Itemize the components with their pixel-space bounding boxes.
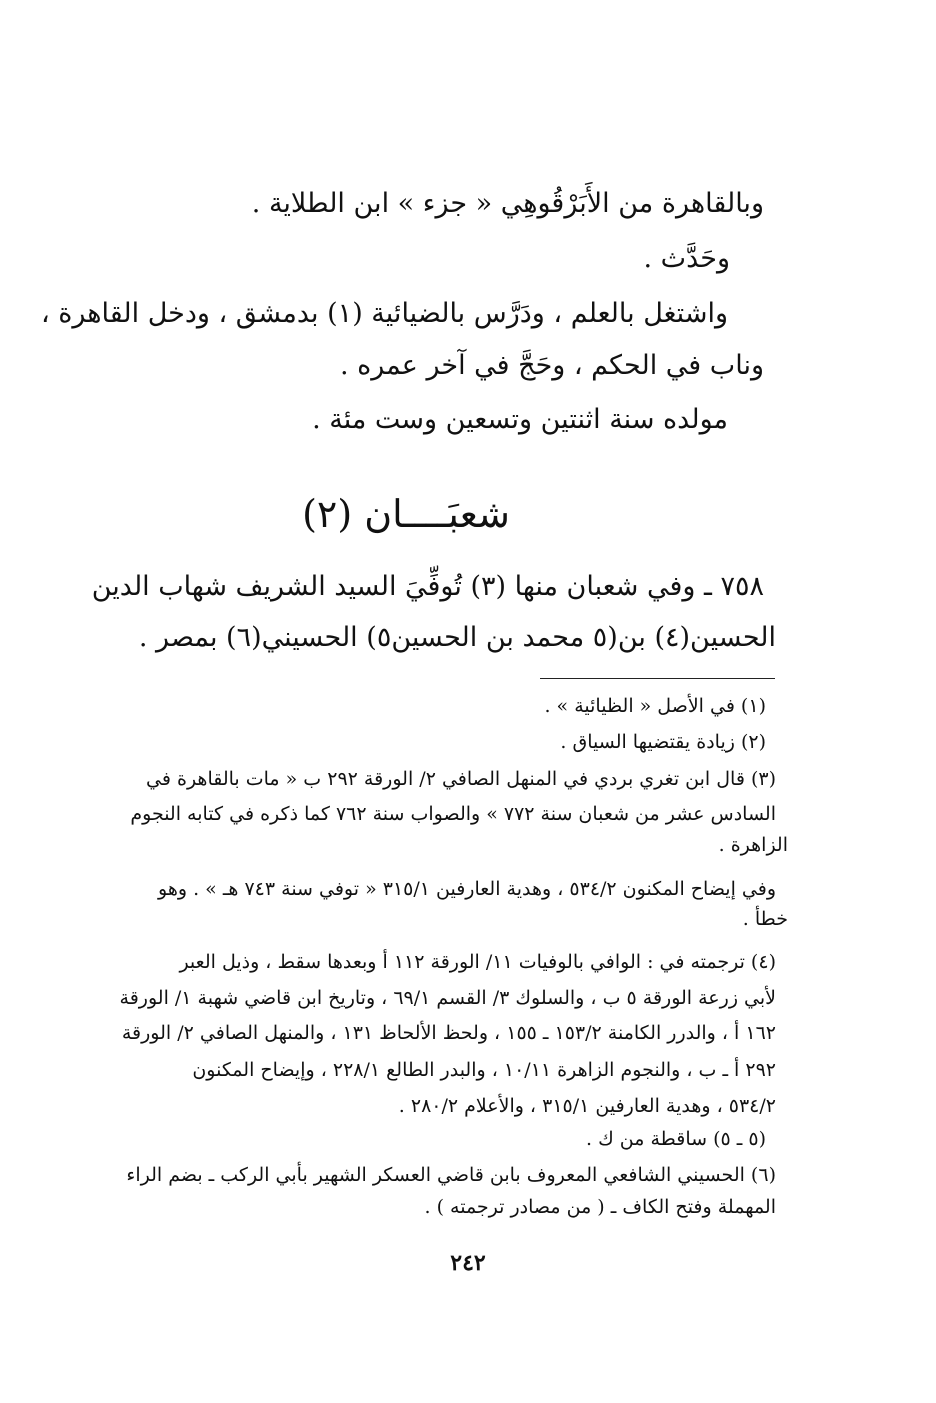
footnote-rule	[540, 678, 775, 679]
footnote-line-3: (٣) قال ابن تغري بردي في المنهل الصافي ٢/ الورقة ٢٩٢ ب « مات بالقاهرة في	[146, 768, 776, 790]
body-line-5: مولده سنة اثنتين وتسعين وست مئة .	[312, 404, 728, 435]
footnote-line-1: (١) في الأصل « الظيائية » .	[544, 695, 766, 717]
body-line-3: واشتغل بالعلم ، ودَرَّس بالضيائية (١) بدمشق ، ودخل القاهرة ،	[40, 298, 728, 329]
footnote-line-2: (٢) زيادة يقتضيها السياق .	[560, 731, 766, 753]
footnote-line-12: ٥٣٤/٢ ، وهدية العارفين ٣١٥/١ ، والأعلام ٢٨٠/٢ .	[398, 1095, 776, 1117]
footnote-line-5: الزاهرة .	[718, 834, 788, 856]
body-line-2: وحَدَّث .	[643, 243, 730, 274]
footnote-line-7: خطأ .	[742, 908, 788, 930]
footnote-line-8: (٤) ترجمته في : الوافي بالوفيات ١١/ الورقة ١١٢ أ وبعدها سقط ، وذيل العبر	[179, 951, 776, 973]
footnote-line-13: (٥ ـ ٥) ساقطة من ك .	[586, 1128, 766, 1150]
body-line-1: وبالقاهرة من الأَبَرْقُوهِي « جزء » ابن الطلاية .	[251, 188, 764, 219]
entry-line-1: ٧٥٨ ـ وفي شعبان منها (٣) تُوفِّيَ السيد الشريف شهاب الدين	[91, 571, 764, 602]
entry-line-2: الحسين(٤) بن(٥ محمد بن الحسين٥) الحسيني(٦) بمصر .	[138, 622, 776, 653]
footnote-line-15: المهملة وفتح الكاف ـ ( من مصادر ترجمته ) .	[424, 1196, 776, 1218]
footnote-line-4: السادس عشر من شعبان سنة ٧٧٢ » والصواب سنة ٧٦٢ كما ذكره في كتابه النجوم	[130, 803, 776, 825]
page-number: ٢٤٢	[450, 1250, 486, 1276]
body-line-4: وناب في الحكم ، وحَجَّ في آخر عمره .	[339, 350, 764, 381]
footnote-line-6: وفي إيضاح المكنون ٥٣٤/٢ ، وهدية العارفين ٣١٥/١ « توفي سنة ٧٤٣ هـ » . وهو	[158, 878, 776, 900]
footnote-line-11: ٢٩٢ أ ـ ب ، والنجوم الزاهرة ١٠/١١ ، والبدر الطالع ٢٢٨/١ ، وإيضاح المكنون	[192, 1059, 776, 1081]
footnote-line-10: ١٦٢ أ ، والدرر الكامنة ١٥٣/٢ ـ ١٥٥ ، ولحظ الألحاظ ١٣١ ، والمنهل الصافي ٢/ الورقة	[121, 1022, 776, 1044]
footnote-line-14: (٦) الحسيني الشافعي المعروف بابن قاضي العسكر الشهير بأبي الركب ـ بضم الراء	[126, 1164, 776, 1186]
section-heading: شعبَــــان (٢)	[302, 492, 510, 536]
footnote-line-9: لأبي زرعة الورقة ٥ ب ، والسلوك ٣/ القسم ٦٩/١ ، وتاريخ ابن قاضي شهبة ١/ الورقة	[119, 987, 776, 1009]
